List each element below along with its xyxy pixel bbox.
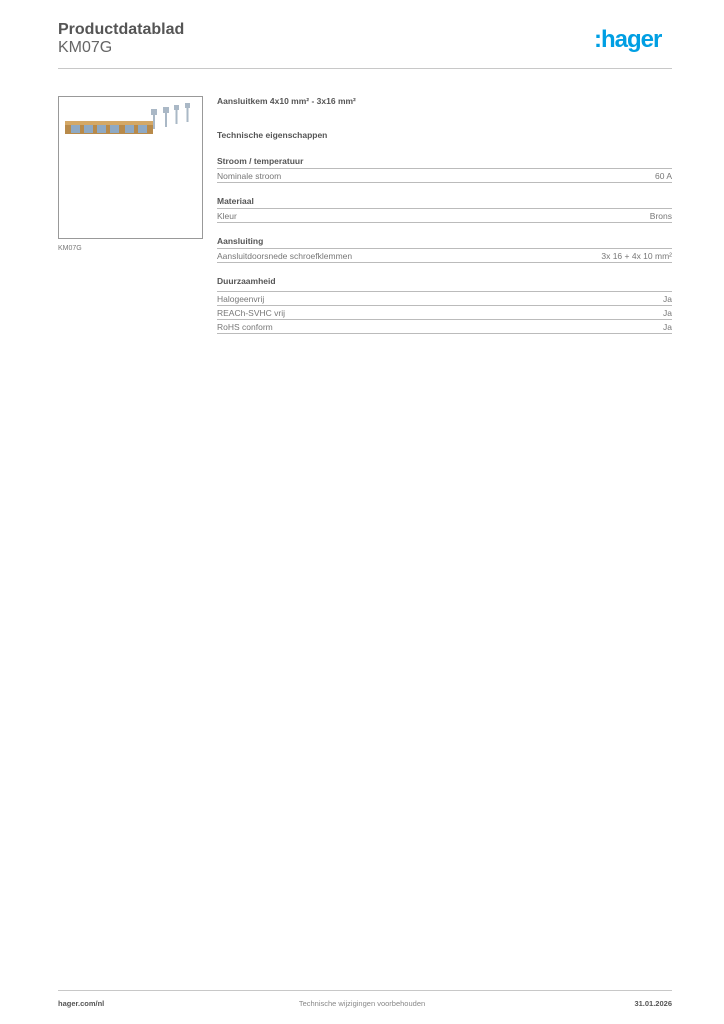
product-image bbox=[58, 96, 203, 239]
hager-logo: :hager bbox=[594, 26, 662, 53]
spec-value: 60 A bbox=[654, 171, 672, 181]
spec-row bbox=[217, 169, 672, 183]
spec-value: Brons bbox=[649, 211, 672, 221]
spec-row bbox=[217, 320, 672, 334]
spec-label: RoHS conform bbox=[217, 322, 273, 332]
spec-group-title: Materiaal bbox=[217, 196, 672, 209]
spec-row bbox=[217, 209, 672, 223]
spec-label: Kleur bbox=[217, 211, 237, 221]
page-title: Productdatablad bbox=[58, 21, 185, 38]
spec-label: Aansluitdoorsnede schroefklemmen bbox=[217, 251, 353, 261]
product-title: Aansluitkem 4x10 mm² - 3x16 mm² bbox=[217, 96, 356, 106]
spec-group bbox=[217, 156, 672, 183]
specifications bbox=[217, 96, 672, 347]
spec-value: Ja bbox=[663, 308, 672, 318]
product-photo-icon bbox=[59, 97, 202, 238]
spec-group bbox=[217, 196, 672, 223]
spec-label: Nominale stroom bbox=[217, 171, 282, 181]
image-caption: KM07G bbox=[58, 245, 82, 252]
spec-group-title: Aansluiting bbox=[217, 236, 672, 249]
spec-row bbox=[217, 249, 672, 263]
spec-label: Halogeenvrij bbox=[217, 294, 265, 304]
header-divider bbox=[58, 68, 672, 69]
spec-row bbox=[217, 306, 672, 320]
spec-row bbox=[217, 292, 672, 306]
spec-value: Ja bbox=[663, 322, 672, 332]
spec-group-title: Duurzaamheid bbox=[217, 276, 672, 292]
section-heading: Technische eigenschappen bbox=[217, 130, 328, 140]
spec-value: Ja bbox=[663, 294, 672, 304]
spec-group bbox=[217, 276, 672, 334]
spec-group-title: Stroom / temperatuur bbox=[217, 156, 672, 169]
product-code: KM07G bbox=[58, 39, 113, 56]
footer-date: 31.01.2026 bbox=[634, 999, 672, 1008]
footer-divider bbox=[58, 990, 672, 991]
spec-label: REACh-SVHC vrij bbox=[217, 308, 286, 318]
spec-group bbox=[217, 236, 672, 263]
footer-note: Technische wijzigingen voorbehouden bbox=[298, 999, 426, 1008]
footer-website-link[interactable]: hager.com/nl bbox=[58, 999, 105, 1008]
spec-value: 3x 16 + 4x 10 mm² bbox=[601, 251, 672, 261]
